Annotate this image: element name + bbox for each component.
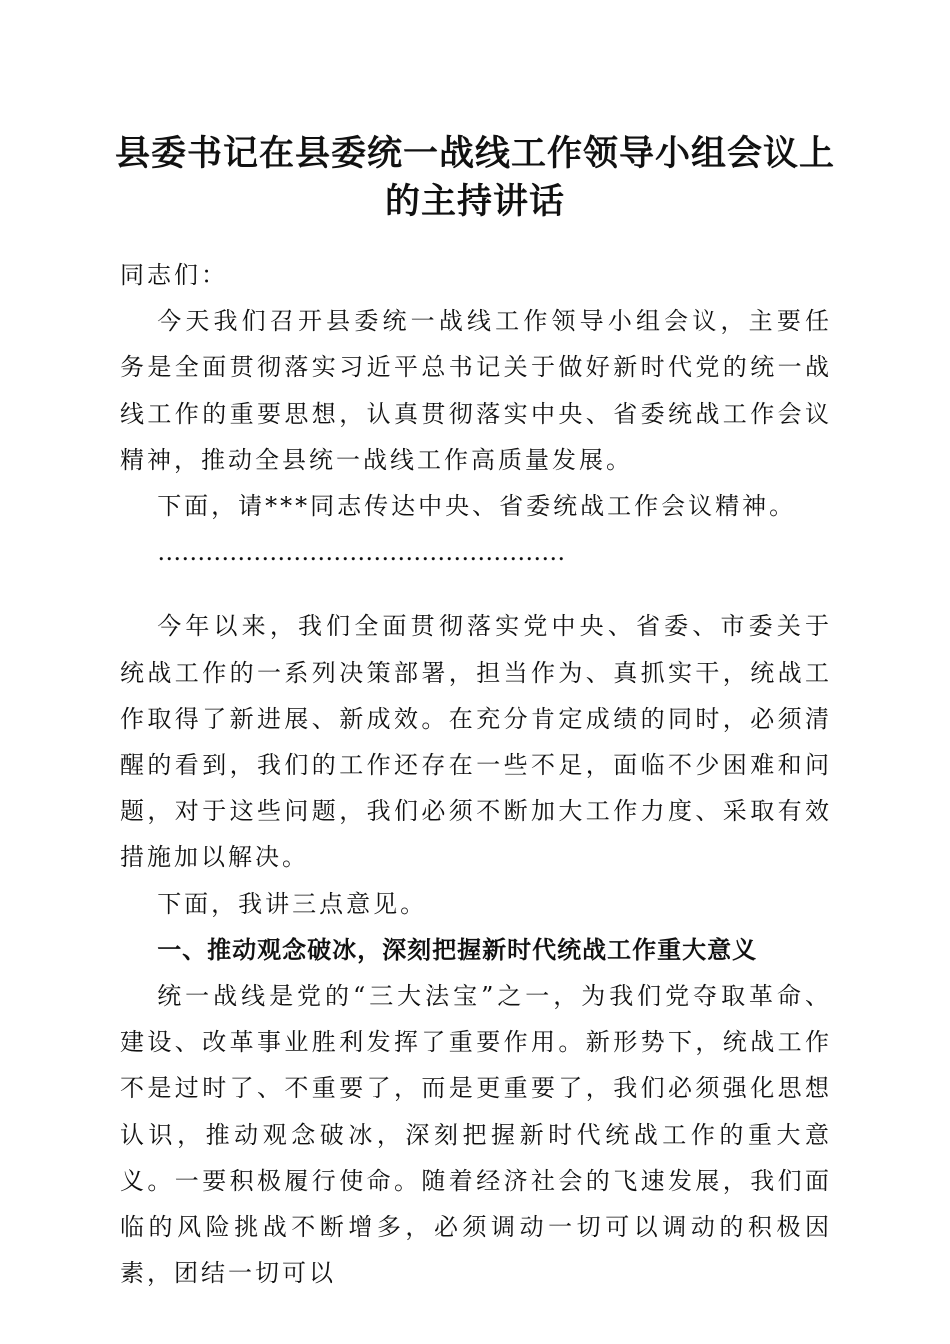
paragraph-opening: 今天我们召开县委统一战线工作领导小组会议，主要任务是全面贯彻落实习近平总书记关于做好新时代党的统一战线工作的重要思想，认真贯彻落实中央、省委统战工作会议精神，推动全县统一战线工作高质量发展。 bbox=[120, 307, 832, 474]
paragraph-transmit: 下面，请***同志传达中央、省委统战工作会议精神。 bbox=[157, 492, 797, 521]
title-line-1: 县委书记在县委统一战线工作领导小组会议上 bbox=[114, 133, 835, 174]
paragraph-section-1: 统一战线是党的“三大法宝”之一，为我们党夺取革命、建设、改革事业胜利发挥了重要作用。新形势下，统战工作不是过时了、不重要了，而是更重要了，我们必须强化思想认识，推动观念破冰，深刻把握新时代统战工作的重大意义。一要积极履行使命。随着经济社会的飞速发展，我们面临的风险挑战不断增多，必须调动一切可以调动的积极因素，团结一切可以 bbox=[120, 982, 832, 1288]
paragraph-review: 今年以来，我们全面贯彻落实党中央、省委、市委关于统战工作的一系列决策部署，担当作为、真抓实干，统战工作取得了新进展、新成效。在充分肯定成绩的同时，必须清醒的看到，我们的工作还存在一些不足，面临不少困难和问题，对于这些问题，我们必须不断加大工作力度、采取有效措施加以解决。 bbox=[120, 612, 832, 872]
paragraph-intro-points: 下面，我讲三点意见。 bbox=[157, 889, 428, 918]
salutation: 同志们： bbox=[120, 261, 228, 289]
title-line-2: 的主持讲话 bbox=[384, 181, 565, 222]
ellipsis-separator: …………………………………………… bbox=[157, 538, 566, 567]
document-title bbox=[110, 130, 840, 226]
document-body bbox=[120, 252, 832, 1296]
section-heading-1: 一、推动观念破冰，深刻把握新时代统战工作重大意义 bbox=[157, 935, 758, 964]
